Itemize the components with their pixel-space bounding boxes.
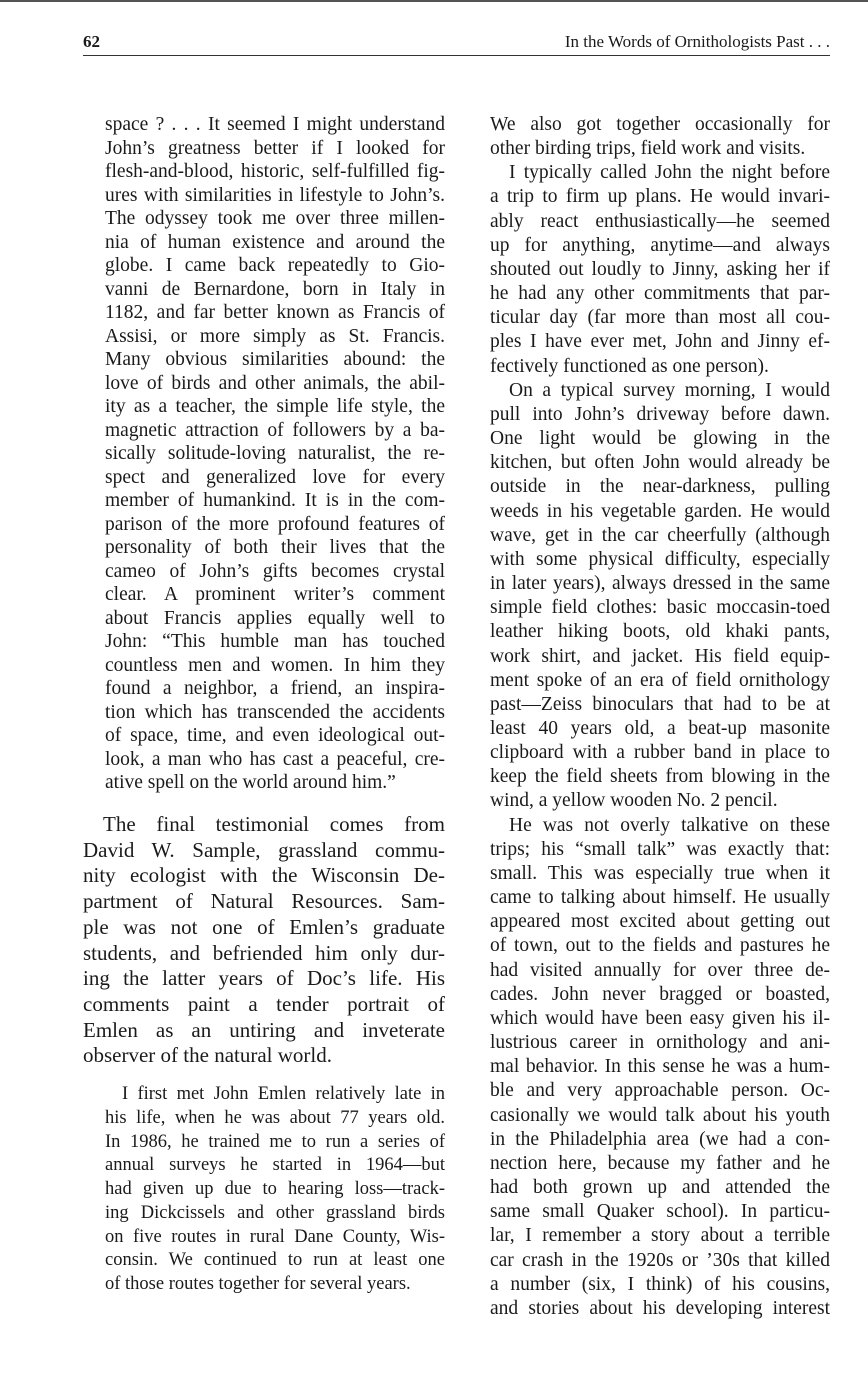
left-column-text-line: spect and generalized love for every	[105, 466, 445, 488]
right-column-text-line: wave, get in the car cheerfully (although	[490, 524, 830, 546]
left-column-text-line: member of humankind. It is in the com-	[105, 490, 445, 511]
left-column-text-line: 1182, and far better known as Francis of	[105, 302, 445, 323]
right-column-text-line: lar, I remember a story about a terrible	[490, 1225, 830, 1247]
right-column-text-line: simple field clothes: basic moccasin-toed	[490, 597, 830, 619]
left-column-text-line: cameo of John’s gifts becomes crystal	[105, 560, 445, 582]
right-column-text-line: nection here, because my father and he	[490, 1152, 830, 1174]
right-column-text-line: small. This was especially true when it	[490, 862, 830, 884]
right-column-text-line: came to talking about himself. He usually	[490, 887, 830, 909]
left-column-text-line: tion which has transcended the accidents	[105, 701, 445, 723]
right-column-text-line: leather hiking boots, old khaki pants,	[490, 621, 830, 643]
left-column-text-line: vanni de Bernardone, born in Italy in	[105, 278, 445, 300]
left-column-text-line: The odyssey took me over three millen-	[105, 208, 445, 229]
left-column-text-line: found a neighbor, a friend, an inspira-	[105, 678, 445, 699]
left-column-text-line: of space, time, and even ideological out-	[105, 725, 445, 746]
header-rule	[83, 55, 830, 56]
running-header: In the Words of Ornithologists Past . . .	[564, 32, 830, 51]
right-column-text-line: I typically called John the night before	[509, 162, 830, 184]
left-column-text-line: In 1986, he trained me to run a series of	[105, 1131, 445, 1152]
right-column-text-line: fectively functioned as one person).	[490, 355, 769, 377]
right-column-text-line: He was not overly talkative on these	[509, 814, 830, 836]
right-column-text-line: kitchen, but often John would already be	[490, 452, 830, 474]
left-column-text-line: nity ecologist with the Wisconsin De-	[83, 863, 445, 888]
right-column-text-line: On a typical survey morning, I would	[509, 379, 830, 401]
right-column-text-line: pull into John’s driveway before dawn.	[490, 403, 830, 425]
left-column-text-line: partment of Natural Resources. Sam-	[83, 889, 445, 914]
right-column-text-line: and stories about his developing interest	[490, 1297, 830, 1319]
left-column-text-line: nia of human existence and around the	[105, 231, 445, 253]
left-column-text-line: countless men and women. In him they	[105, 654, 445, 676]
right-column-text-line: with some physical difficulty, especially	[490, 548, 830, 570]
right-column-text-line: lustrious career in ornithology and ani-	[490, 1032, 830, 1054]
left-column-text-line: ative spell on the world around him.”	[105, 772, 396, 793]
right-column-text-line: same small Quaker school). In particu-	[490, 1201, 830, 1223]
left-column-text-line: personality of both their lives that the	[105, 537, 445, 558]
left-column-text-line: clear. A prominent writer’s comment	[105, 584, 445, 605]
left-column-text-line: ity as a teacher, the simple life style, the	[105, 396, 445, 417]
right-column-text-line: trips; his “small talk” was exactly that:	[490, 838, 830, 860]
left-column-text-line: ures with similarities in lifestyle to John’s.	[105, 184, 445, 206]
left-column-text-line: consin. We continued to run at least one	[105, 1250, 445, 1271]
right-column-text-line: keep the field sheets from blowing in the	[490, 766, 830, 788]
right-column-text-line: One light would be glowing in the	[490, 428, 830, 450]
right-column-text-line: in the Philadelphia area (we had a con-	[490, 1128, 830, 1150]
right-column-text-line: ble and very approachable person. Oc-	[490, 1080, 830, 1102]
right-column-text-line: appeared most excited about getting out	[490, 911, 830, 933]
right-column-text-line: which would have been easy given his il-	[490, 1007, 830, 1029]
right-column-text-line: he had any other commitments that par-	[490, 283, 830, 305]
right-column-text-line: weeds in his vegetable garden. He would	[490, 500, 830, 522]
left-column-text-line: I first met John Emlen relatively late in	[122, 1084, 445, 1104]
left-column-text-line: Many obvious similarities abound: the	[105, 349, 445, 370]
left-column-text-line: annual surveys he started in 1964—but	[105, 1155, 445, 1176]
left-column-text-line: had given up due to hearing loss—track-	[105, 1179, 445, 1199]
left-column-text-line: about Francis applies equally well to	[105, 607, 445, 629]
right-column-text-line: in later years), always dressed in the same	[490, 573, 830, 595]
right-column-text-line: had both grown up and attended the	[490, 1177, 830, 1199]
left-column-text-line: love of birds and other animals, the abil-	[105, 372, 445, 394]
left-column-text-line: look, a man who has cast a peaceful, cre-	[105, 748, 445, 770]
left-column-text-line: magnetic attraction of followers by a ba-	[105, 419, 445, 441]
right-column-text-line: a number (six, I think) of his cousins,	[490, 1273, 830, 1295]
right-column-text-line: ticular day (far more than most all cou-	[490, 307, 830, 329]
right-column-text-line: mal behavior. In this sense he was a hum-	[490, 1056, 830, 1078]
left-column-text-line: globe. I came back repeatedly to Gio-	[105, 255, 445, 276]
left-column-text-line: of those routes together for several years.	[105, 1274, 411, 1294]
right-column-text-line: wind, a yellow wooden No. 2 pencil.	[490, 790, 778, 812]
left-column-text-line: John’s greatness better if I looked for	[105, 137, 445, 159]
right-column-text-line: up for anything, anytime—and always	[490, 234, 830, 256]
right-column-text-line: work shirt, and jacket. His field equip-	[490, 645, 830, 667]
left-column-text-line: David W. Sample, grassland commu-	[83, 837, 445, 862]
right-column-text-line: other birding trips, field work and visits.	[490, 138, 806, 160]
left-column-text-line: space ? . . . It seemed I might understand	[105, 114, 445, 135]
right-column-text-line: clipboard with a rubber band in place to	[490, 742, 830, 764]
left-column-text-line: students, and befriended him only dur-	[83, 940, 445, 965]
left-column-text-line: on five routes in rural Dane County, Wis-	[105, 1226, 445, 1247]
left-column-text-line: ple was not one of Emlen’s graduate	[83, 914, 445, 939]
left-column-text-line: comments paint a tender portrait of	[83, 991, 445, 1016]
right-column-text-line: had visited annually for over three de-	[490, 959, 830, 981]
left-column-text-line: parison of the more profound features of	[105, 513, 445, 535]
right-column-text-line: least 40 years old, a beat-up masonite	[490, 718, 830, 739]
left-column-text-line: observer of the natural world.	[83, 1043, 332, 1068]
right-column-text-line: of town, out to the fields and pastures he	[490, 935, 830, 957]
left-column-text-line: sically solitude-loving naturalist, the re-	[105, 443, 445, 464]
right-column-text-line: casionally we would talk about his youth	[490, 1104, 830, 1126]
right-column-text-line: a trip to firm up plans. He would invari-	[490, 186, 830, 208]
right-column-text-line: outside in the near-darkness, pulling	[490, 476, 830, 498]
right-column-text-line: car crash in the 1920s or ’30s that killed	[490, 1249, 830, 1271]
left-column-text-line: Emlen as an untiring and inveterate	[83, 1017, 445, 1042]
left-column-text-line: Assisi, or more simply as St. Francis.	[105, 325, 445, 347]
left-column-text-line: ing Dickcissels and other grassland birds	[105, 1202, 445, 1223]
right-column-text-line: ples I have ever met, John and Jinny ef-	[490, 331, 830, 353]
right-column-text-line: cades. John never bragged or boasted,	[490, 983, 830, 1005]
page-number: 62	[83, 32, 100, 51]
right-column-text-line: shouted out loudly to Jinny, asking her if	[490, 258, 830, 280]
left-column-text-line: flesh-and-blood, historic, self-fulfilled fig-	[105, 161, 445, 182]
right-column-text-line: past—Zeiss binoculars that had to be at	[490, 693, 830, 715]
right-column-text-line: ment spoke of an era of field ornithology	[490, 669, 830, 691]
right-column-text-line: ably react enthusiastically—he seemed	[490, 210, 830, 232]
page-top-edge	[0, 0, 868, 2]
left-column-text-line: The final testimonial comes from	[103, 812, 445, 836]
right-column-text-line: We also got together occasionally for	[490, 114, 830, 135]
left-column-text-line: John: “This humble man has touched	[105, 631, 445, 652]
left-column-text-line: his life, when he was about 77 years old.	[105, 1107, 445, 1128]
left-column-text-line: ing the latter years of Doc’s life. His	[83, 966, 445, 991]
